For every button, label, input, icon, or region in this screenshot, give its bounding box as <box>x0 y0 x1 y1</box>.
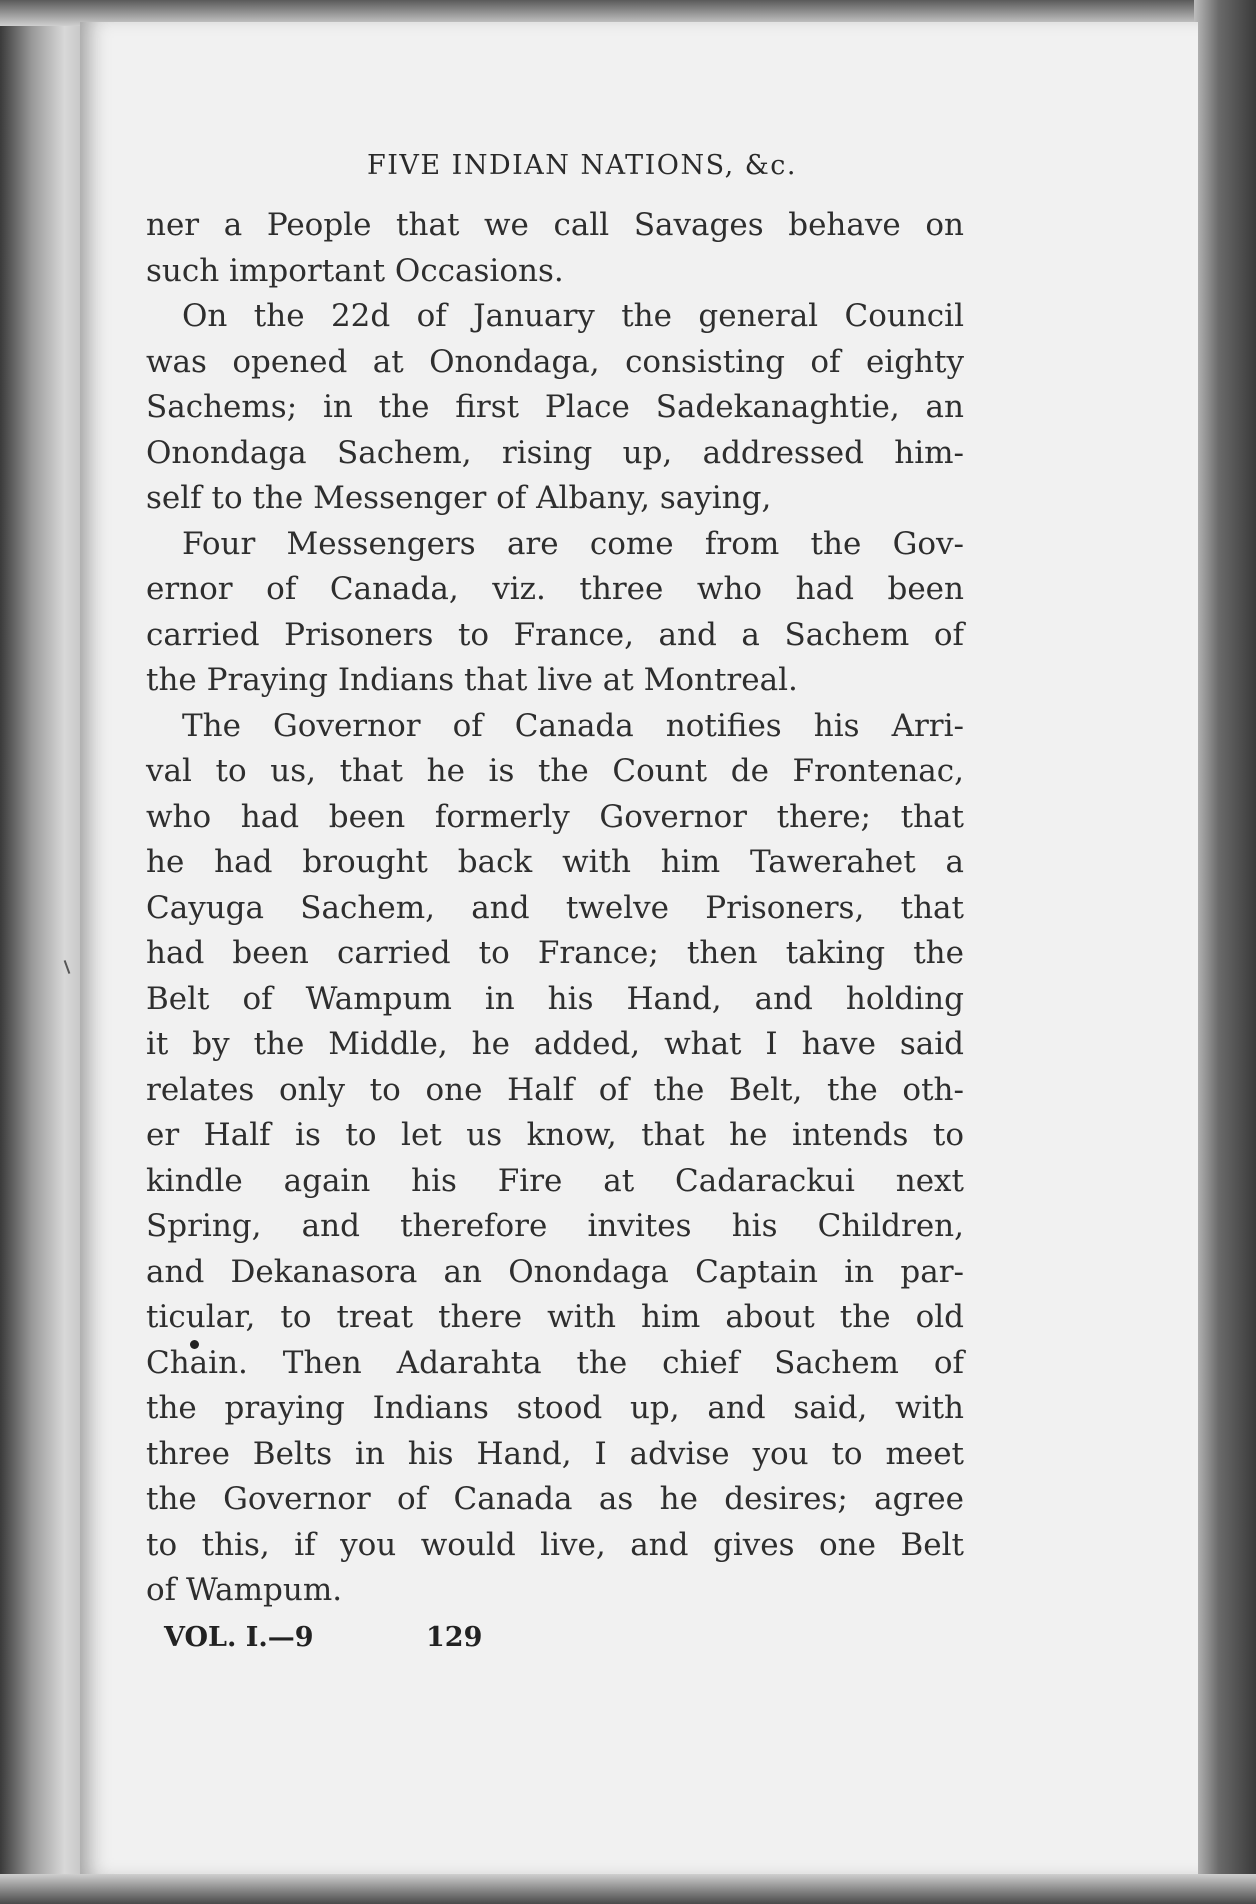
volume-signature: VOL. I.—9 <box>164 1621 314 1653</box>
text-line: it by the Middle, he added, what I have said <box>146 1026 964 1062</box>
text-line: er Half is to let us know, that he intends to <box>146 1117 964 1153</box>
text-line: ner a People that we call Savages behave on <box>146 207 964 243</box>
text-line: Sachems; in the first Place Sadekanaghtie, an <box>146 389 964 425</box>
text-line: such important Occasions. <box>146 252 564 289</box>
running-head: FIVE INDIAN NATIONS, &c. <box>366 150 798 181</box>
page-content <box>146 150 964 1672</box>
text-line: and Dekanasora an Onondaga Captain in par- <box>146 1253 964 1290</box>
book-binding-edge <box>0 0 92 1904</box>
text-line: he had brought back with him Tawerahet a <box>146 844 964 880</box>
text-line: the Praying Indians that live at Montreal. <box>146 662 798 698</box>
text-line: On the 22d of January the general Council <box>182 298 964 334</box>
text-line: Cayuga Sachem, and twelve Prisoners, that <box>146 889 964 926</box>
text-line: the praying Indians stood up, and said, with <box>146 1390 964 1426</box>
text-line: had been carried to France; then taking the <box>146 935 964 971</box>
text-line: who had been formerly Governor there; that <box>146 798 964 835</box>
bottom-edge <box>0 1874 1256 1904</box>
text-line: kindle again his Fire at Cadarackui next <box>146 1162 964 1199</box>
text-line: was opened at Onondaga, consisting of eighty <box>146 343 964 380</box>
text-line: The Governor of Canada notifies his Arri- <box>182 707 964 744</box>
text-line: of Wampum. <box>146 1572 343 1608</box>
text-line: Chain. Then Adarahta the chief Sachem of <box>146 1344 964 1381</box>
text-line: val to us, that he is the Count de Frontenac, <box>146 753 964 789</box>
text-line: Four Messengers are come from the Gov- <box>182 525 964 562</box>
text-line: carried Prisoners to France, and a Sachem of <box>146 616 964 653</box>
text-line: the Governor of Canada as he desires; agree <box>146 1481 964 1517</box>
text-line: three Belts in his Hand, I advise you to meet <box>146 1435 964 1472</box>
text-line: to this, if you would live, and gives one Belt <box>146 1526 964 1563</box>
text-line: Onondaga Sachem, rising up, addressed him- <box>146 434 964 471</box>
page-footer <box>146 1622 964 1672</box>
text-line: Spring, and therefore invites his Children, <box>146 1208 964 1244</box>
book-cover-edge <box>1194 0 1256 1904</box>
page-number: 129 <box>426 1621 483 1653</box>
text-line: Belt of Wampum in his Hand, and holding <box>146 980 964 1017</box>
text-line: ernor of Canada, viz. three who had been <box>146 571 964 607</box>
body-text <box>146 203 964 1614</box>
text-line: self to the Messenger of Albany, saying, <box>146 480 772 516</box>
text-line: relates only to one Half of the Belt, the oth- <box>146 1071 964 1108</box>
text-line: ticular, to treat there with him about the old <box>146 1299 964 1335</box>
